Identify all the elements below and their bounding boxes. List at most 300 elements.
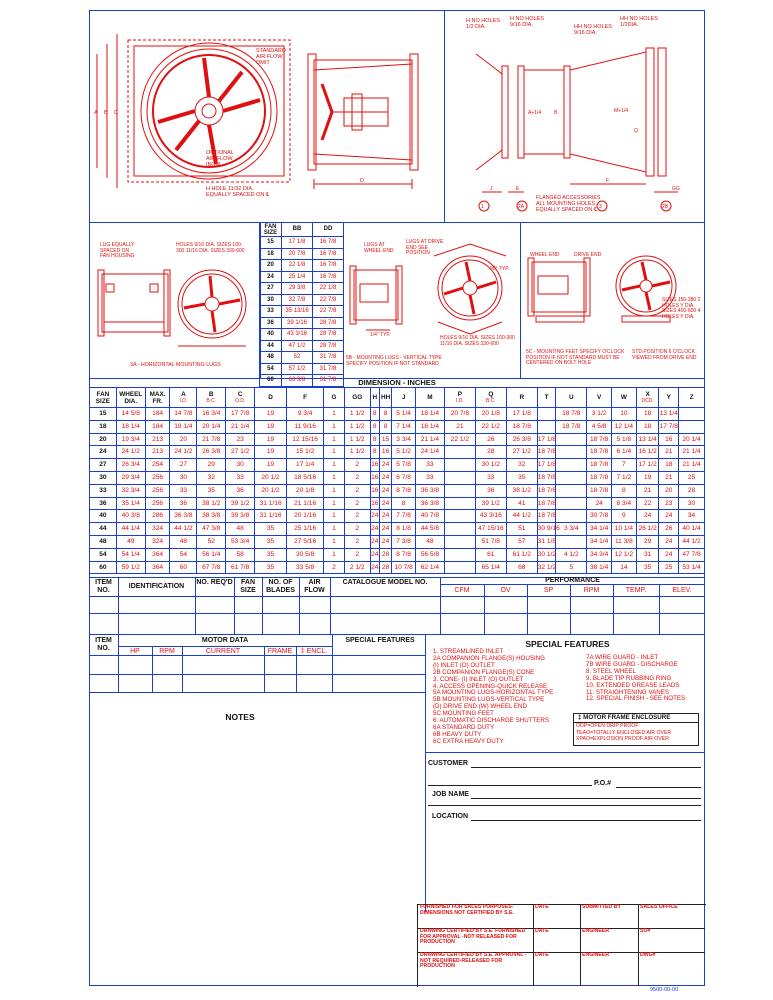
po-field[interactable]: [616, 787, 701, 788]
dim-cell: 6 7/8: [392, 471, 416, 484]
dim-cell: [444, 446, 475, 459]
dim-cell: 8: [379, 408, 391, 421]
divider-top-vertical: [444, 10, 445, 222]
dim-row: [90, 548, 705, 561]
dim-header-sub: I.D.: [179, 397, 188, 404]
bb-cell: 30: [260, 294, 282, 306]
flanged-accessories-drawing: [446, 14, 702, 220]
dim-header-sub: O.D.: [234, 397, 246, 404]
dim-header-label: F: [303, 394, 308, 401]
dim-cell: 26 3/8: [506, 433, 537, 446]
dim-cell: 3 1/2: [587, 408, 612, 421]
dim-header-cell: [416, 388, 445, 408]
dim-row: [90, 446, 705, 459]
job-name-field-line-2[interactable]: [428, 805, 701, 806]
dim-cell: 30: [90, 471, 117, 484]
dim-cell: 19: [255, 459, 287, 472]
dim-cell: 38 1/4: [587, 561, 612, 574]
dim-cell: 12 1/4: [612, 420, 637, 433]
motor-item-no: ITEM NO.: [95, 637, 112, 652]
bb-cell: 16 7/8: [313, 237, 344, 249]
v5c-caption: 5C - MOUNTING FEET SPECIFY O'CLOCK POSITION IF NOT STANDARD MUST BE CENTERED ON BOLT HOLE: [526, 349, 625, 366]
dim-cell: 2: [344, 523, 370, 536]
dim-cell: 24: [636, 510, 659, 523]
h-hole-note: H HOLE 11/32 DIA. EQUALLY SPACED ON ℄: [206, 186, 270, 198]
special-feature-item: 6B HEAVY DUTY: [433, 730, 482, 738]
dim-cell: 39 1/2: [226, 497, 255, 510]
dim-header-cell: [392, 388, 416, 408]
special-feature-item: 5B MOUNTING LUGS-VERTICAL TYPE: [433, 696, 545, 704]
dim-cell: 52: [197, 535, 226, 548]
bb-cell: 15: [260, 237, 282, 249]
bb-cell: 43 3/16: [282, 329, 313, 341]
special-features-right-list: [586, 655, 704, 703]
dim-header-cell: [679, 388, 705, 408]
customer-field-line-2[interactable]: [428, 785, 592, 786]
dim-cell: [444, 548, 475, 561]
dim-cell: 364: [145, 561, 170, 574]
dim-cell: 53 1/4: [679, 561, 705, 574]
dim-cell: 16 1/2: [636, 446, 659, 459]
order-air-flow: AIR FLOW: [304, 579, 325, 594]
dim-cell: 5 1/2: [392, 446, 416, 459]
dim-cell: 2 1/2: [344, 561, 370, 574]
dim-header-sub: I.D.: [455, 397, 464, 404]
bb-row: [260, 248, 344, 260]
dim-header-cell: [370, 388, 379, 408]
tb-col: [533, 904, 534, 986]
dim-cell: 8: [370, 408, 379, 421]
dim-cell: 16 3/4: [197, 408, 226, 421]
dim-cell: 20: [659, 484, 679, 497]
dim-cell: 21 7/8: [197, 433, 226, 446]
dim-cell: 2: [344, 471, 370, 484]
dim-cell: 8: [392, 497, 416, 510]
dim-cell: 30 9/16: [537, 523, 556, 536]
title-block-status: FURNISHED FOR SALES PURPOSES-DIMENSIONS NOT CERTIFIED BY S.E.: [420, 904, 514, 916]
dim-cell: 38 3/8: [197, 510, 226, 523]
h-holes-note-mid: H NO HOLES 9/16 DIA.: [510, 16, 544, 28]
special-feature-item: 12. SPECIAL FINISH - SEE NOTES: [586, 695, 686, 703]
dim-header-label: C: [237, 390, 243, 398]
dim-cell: 54 1/4: [116, 548, 145, 561]
dim-row: [90, 561, 705, 574]
dim-cell: 44 1/2: [170, 523, 197, 536]
dim-cell: 15: [90, 408, 117, 421]
dim-header-cell: [170, 388, 197, 408]
enclosure-item: TEAO=TOTALLY ENCLOSED AIR OVER: [576, 729, 672, 736]
dim-cell: 54: [90, 548, 117, 561]
h-holes-note-left: H NO HOLES 1/2 DIA.: [466, 18, 500, 30]
dim-row: [90, 459, 705, 472]
dim-cell: 43 3/16: [475, 510, 506, 523]
dimension-header-row: [90, 388, 705, 408]
title-block-field-label: ENGINEER: [582, 928, 610, 934]
dim-row: [90, 433, 705, 446]
customer-field[interactable]: [471, 767, 701, 768]
dim-header-cell: [344, 388, 370, 408]
dim-cell: [444, 523, 475, 536]
dim-cell: 61 7/8: [226, 561, 255, 574]
dim-cell: 22 1/2: [475, 420, 506, 433]
dim-cell: 31 1/16: [255, 510, 287, 523]
dim-cell: 20 1/16: [287, 510, 324, 523]
dim-header-cell: [537, 388, 556, 408]
dim-m-plus: M+1/4: [614, 108, 629, 114]
dim-header-label: MAX. FR.: [149, 390, 166, 405]
motor-data-title: MOTOR DATA: [201, 637, 249, 644]
dim-cell: 7: [612, 459, 637, 472]
dim-cell: 35: [506, 471, 537, 484]
special-feature-item: 2A COMPANION FLANGE(S) HOUSING: [433, 654, 545, 662]
dim-cell: 1: [324, 484, 345, 497]
bb-cell: 39 1/16: [282, 317, 313, 329]
bb-cell: 28 7/8: [313, 329, 344, 341]
dim-header-label: GG: [352, 394, 363, 401]
dim-cell: 17 1/8: [537, 433, 556, 446]
dim-cell: 24: [370, 535, 379, 548]
optional-air-flow-note: OPTIONAL AIR FLOW IBOM: [206, 150, 234, 168]
dim-cell: 56 1/4: [197, 548, 226, 561]
bb-cell: 20 7/8: [282, 248, 313, 260]
dim-cell: 10: [612, 408, 637, 421]
dim-cell: 2: [344, 510, 370, 523]
dim-cell: [556, 484, 587, 497]
bb-cell: 24: [260, 271, 282, 283]
dim-cell: 36 3/8: [416, 484, 445, 497]
dim-cell: 32 3/4: [116, 484, 145, 497]
dim-cell: 36 3/8: [416, 497, 445, 510]
dim-cell: 32: [506, 459, 537, 472]
dim-cell: 26: [475, 433, 506, 446]
title-block-status: DRAWING CERTIFIED BY S.E. FURNISHED FOR APPROVAL -NOT RELEASED FOR PRODUCTION: [420, 928, 526, 946]
dim-cell: 16: [370, 459, 379, 472]
special-feature-item: 2B COMPANION FLANGE(S) CONE: [433, 668, 535, 676]
dim-header-cell: [116, 388, 145, 408]
dim-cell: [679, 408, 705, 421]
dim-cell: 18 7/8: [556, 420, 587, 433]
dim-cell: 24: [379, 497, 391, 510]
dim-cell: 39 1/2: [475, 497, 506, 510]
dim-cell: 16: [370, 497, 379, 510]
dimension-table-body: [90, 408, 705, 574]
dim-cell: 18 7/8: [506, 420, 537, 433]
bb-cell: 35 13/16: [282, 306, 313, 318]
dim-cell: 44 5/8: [416, 523, 445, 536]
dim-cell: 24: [370, 510, 379, 523]
dim-cell: 59 1/2: [116, 561, 145, 574]
dim-cell: [444, 561, 475, 574]
dim-header-cell: [287, 388, 324, 408]
dim-cell: 24: [370, 523, 379, 536]
dim-cell: [556, 497, 587, 510]
dim-cell: 53 3/4: [226, 535, 255, 548]
dim-cell: 30: [170, 471, 197, 484]
dim-header-cell: [612, 388, 637, 408]
dim-cell: 28: [379, 548, 391, 561]
dim-cell: 20 1/8: [287, 484, 324, 497]
dim-cell: 324: [145, 523, 170, 536]
dim-cell: 35: [255, 523, 287, 536]
dim-cell: 184: [145, 408, 170, 421]
v5c-std-note: STD.POSITION 6 O'CLOCK VIEWED FROM DRIVE END: [632, 349, 697, 361]
dim-header-cell: [475, 388, 506, 408]
dim-cell: 31: [636, 548, 659, 561]
location-field[interactable]: [471, 820, 701, 821]
dim-cell: 15: [379, 433, 391, 446]
v3a-lug-note: LUG EQUALLY SPACED ON FAN HOUSING: [100, 242, 135, 259]
dim-header-label: B: [208, 390, 214, 398]
customer-label: CUSTOMER: [428, 760, 468, 767]
v3a-caption: 3A - HORIZONTAL MOUNTING LUGS: [130, 362, 221, 368]
dim-q: Q: [634, 128, 638, 134]
title-block-field-label: DATE: [535, 904, 549, 910]
dim-cell: 31 1/16: [255, 497, 287, 510]
dim-cell: 47 15/16: [475, 523, 506, 536]
bb-cell: 16 7/8: [313, 260, 344, 272]
v5b-caption: 5B - MOUNTING LUGS - VERTICAL TYPE SPECIFY POSITION IF NOT STANDARD: [346, 355, 442, 367]
dim-cell: 30 7/8: [587, 510, 612, 523]
dim-cell: 5 7/8: [392, 459, 416, 472]
order-no-reqd: NO. REQ'D: [196, 579, 233, 586]
mounting-5c-drawing: [522, 226, 702, 362]
dim-cell: 16: [370, 484, 379, 497]
dim-row: [90, 497, 705, 510]
dim-cell: 24: [379, 484, 391, 497]
dim-cell: 36: [475, 484, 506, 497]
bb-cell: 20: [260, 260, 282, 272]
dim-label-d: D: [360, 178, 364, 184]
dim-cell: 18 7/8: [537, 484, 556, 497]
dim-cell: 14: [612, 561, 637, 574]
bb-cell: 31 7/8: [313, 375, 344, 387]
job-name-field[interactable]: [471, 798, 701, 799]
bb-row: [260, 237, 344, 249]
dim-cell: 26: [659, 523, 679, 536]
dim-cell: 8: [370, 420, 379, 433]
motor-special-features: SPECIAL FEATURES: [345, 637, 415, 644]
dim-cell: 1: [324, 497, 345, 510]
dim-cell: 2: [344, 548, 370, 561]
dim-cell: 1: [324, 433, 345, 446]
dim-cell: 68: [506, 561, 537, 574]
title-block-field-label: SUBMITTED BY: [582, 904, 621, 910]
special-feature-item: 6C EXTRA HEAVY DUTY: [433, 737, 504, 745]
dim-cell: 48: [90, 535, 117, 548]
dim-cell: 34 1/4: [587, 535, 612, 548]
dim-cell: 8 7/8: [392, 484, 416, 497]
title-block-field-label: ENGINEER: [582, 952, 610, 958]
dim-cell: 213: [145, 446, 170, 459]
dim-cell: 21 1/4: [679, 459, 705, 472]
v5c-drive-end: DRIVE END: [574, 252, 602, 258]
dim-header-label: J: [401, 394, 406, 401]
order-bottom-line: [89, 634, 705, 635]
dim-cell: 21: [659, 471, 679, 484]
dim-cell: 1: [324, 459, 345, 472]
special-feature-item: 10. EXTENDED GREASE LEADS: [586, 681, 680, 689]
dim-cell: 12 15/16: [287, 433, 324, 446]
title-block-status: DRAWING CERTIFIED BY S.E. APPROVAL -NOT REQUIRED-RELEASED FOR PRODUCTION: [420, 952, 527, 970]
dim-e: E: [516, 186, 520, 192]
dim-cell: 30: [679, 497, 705, 510]
dim-cell: 18 5/16: [287, 471, 324, 484]
dim-cell: 21 1/16: [287, 497, 324, 510]
dim-cell: 57: [506, 535, 537, 548]
dim-cell: 21 1/4: [679, 446, 705, 459]
flanged-accessories-note: FLANGED ACCESSORIES ALL MOUNTING HOLES EQUALLY SPACED ON ℄: [536, 195, 601, 213]
dim-cell: 54: [170, 548, 197, 561]
dim-cell: 18 7/8: [556, 408, 587, 421]
dim-cell: 3 3/4: [556, 523, 587, 536]
motor-rpm: RPM: [159, 648, 175, 655]
dim-cell: 24: [370, 548, 379, 561]
title-block-field-label: SALES OFFICE: [640, 904, 678, 910]
dim-cell: 47 7/8: [679, 548, 705, 561]
dim-cell: 18 7/8: [587, 446, 612, 459]
dim-header-label: Z: [689, 394, 694, 401]
dim-cell: 2: [344, 497, 370, 510]
dim-cell: 61: [475, 548, 506, 561]
dim-cell: 48: [416, 535, 445, 548]
dim-cell: 18 1/4: [416, 408, 445, 421]
dim-cell: 48: [170, 535, 197, 548]
bb-row: [260, 294, 344, 306]
dim-cell: 4 1/2: [556, 548, 587, 561]
bb-cell: 54: [260, 363, 282, 375]
dim-cell: 31 1/8: [537, 535, 556, 548]
standard-air-flow-note: STANDARD AIR FLOW OMIT: [256, 48, 286, 66]
special-feature-item: 5C MOUNTING FEET: [433, 710, 494, 718]
bb-cell: 31 7/8: [313, 352, 344, 364]
dim-cell: 25: [659, 561, 679, 574]
dim-cell: 60: [170, 561, 197, 574]
drawing-number: 9500-00-00: [650, 987, 679, 993]
dim-cell: [444, 535, 475, 548]
dim-cell: 24: [379, 459, 391, 472]
bb-cell: 52: [282, 352, 313, 364]
motor-row-line: [89, 674, 425, 675]
dim-cell: 24: [587, 497, 612, 510]
dim-cell: [444, 484, 475, 497]
enclosure-list: [574, 723, 698, 743]
dim-cell: 1: [324, 471, 345, 484]
bb-cell: 17 1/8: [282, 237, 313, 249]
dim-header-cell: [506, 388, 537, 408]
dim-header-label: W: [620, 394, 627, 401]
dim-header-label: Q: [488, 390, 494, 398]
dim-cell: 58: [226, 548, 255, 561]
bb-cell: 27: [260, 283, 282, 295]
special-feature-item: 3. CONE- (I) INLET (O) OUTLET: [433, 675, 524, 683]
dim-cell: [556, 535, 587, 548]
dim-cell: 20 7/8: [444, 408, 475, 421]
dim-cell: 18 7/8: [587, 433, 612, 446]
special-feature-item: 7A WIRE GUARD - INLET: [586, 654, 659, 661]
special-feature-item: 11. STRAIGHTENING VANES: [586, 688, 669, 696]
title-block-field-label: DATE: [535, 928, 549, 934]
bb-table: [259, 222, 344, 387]
dim-cell: 62 1/4: [416, 561, 445, 574]
dim-cell: 324: [145, 535, 170, 548]
bb-cell: 22 7/8: [313, 306, 344, 318]
dim-cell: 11 9/16: [287, 420, 324, 433]
special-feature-item: (I) INLET (O) OUTLET: [433, 661, 495, 669]
dim-cell: 1: [324, 408, 345, 421]
v5c-holes-note: SIZES 150-380 2 HOLES Y DIA. SIZES 400-600 4 HOLES Y DIA.: [662, 297, 701, 320]
dim-cell: [679, 420, 705, 433]
dim-cell: 29 3/4: [116, 471, 145, 484]
dim-cell: 30: [226, 459, 255, 472]
dim-cell: 27: [90, 459, 117, 472]
dim-row: [90, 420, 705, 433]
bb-cell: 48: [260, 352, 282, 364]
dim-cell: 34 1/4: [587, 523, 612, 536]
callout-2a: 2A: [518, 204, 525, 210]
special-feature-item: 1. STREAMLINED INLET: [433, 648, 504, 655]
dim-cell: 256: [145, 471, 170, 484]
dim-cell: 33: [170, 484, 197, 497]
dim-row: [90, 510, 705, 523]
dim-cell: 1: [324, 548, 345, 561]
dim-cell: 19: [255, 433, 287, 446]
bb-cell: 28 7/8: [313, 340, 344, 352]
hh-holes-note-mid: HH NO HOLES 9/16 DIA.: [574, 24, 612, 36]
dim-cell: 7 1/4: [392, 420, 416, 433]
bb-cell: 57 1/2: [282, 363, 313, 375]
dim-cell: 8: [612, 484, 637, 497]
bb-cell: 25 1/4: [282, 271, 313, 283]
special-feature-item: 9. BLADE TIP RUBBING RING: [586, 674, 672, 682]
dim-cell: [556, 471, 587, 484]
perf-rpm: RPM: [583, 587, 600, 594]
motor-frame: FRAME: [267, 648, 293, 655]
dim-cell: 18 7/8: [537, 471, 556, 484]
order-catalogue-model: CATALOGUE MODEL NO.: [342, 579, 428, 586]
v5b-lugs-note: LUGS AT WHEEL END: [364, 242, 394, 254]
dim-cell: 18 7/8: [537, 510, 556, 523]
dim-cell: 20 1/2: [255, 471, 287, 484]
right-panel-divider: [425, 634, 426, 912]
dim-cell: 44 1/2: [506, 510, 537, 523]
dim-cell: 16: [379, 446, 391, 459]
dim-cell: 24 1/2: [116, 446, 145, 459]
dim-cell: 5 1/8: [612, 433, 637, 446]
bb-cell: 29 3/8: [282, 283, 313, 295]
dim-cell: 21: [659, 446, 679, 459]
bb-row: [260, 271, 344, 283]
callout-2b: 2B: [662, 204, 669, 210]
dim-cell: 18 7/8: [537, 446, 556, 459]
perf-cfm: CFM: [454, 587, 470, 594]
dim-cell: 256: [145, 484, 170, 497]
dim-cell: 33: [90, 484, 117, 497]
special-feature-item: 4. ACCESS OPENING-QUICK RELEASE: [433, 682, 548, 690]
dim-cell: 20 1/4: [197, 420, 226, 433]
dim-header-cell: [444, 388, 475, 408]
dim-cell: 19: [255, 420, 287, 433]
motor-sub-line: [118, 646, 332, 647]
dim-cell: 17 7/8: [226, 408, 255, 421]
dim-cell: 18: [90, 420, 117, 433]
dim-cell: [537, 420, 556, 433]
dim-cell: 1 1/2: [344, 420, 370, 433]
dim-cell: 40 1/4: [679, 523, 705, 536]
dim-row: [90, 535, 705, 548]
dim-cell: 22 1/2: [444, 433, 475, 446]
dim-cell: 36: [170, 497, 197, 510]
dim-header-cell: [226, 388, 255, 408]
